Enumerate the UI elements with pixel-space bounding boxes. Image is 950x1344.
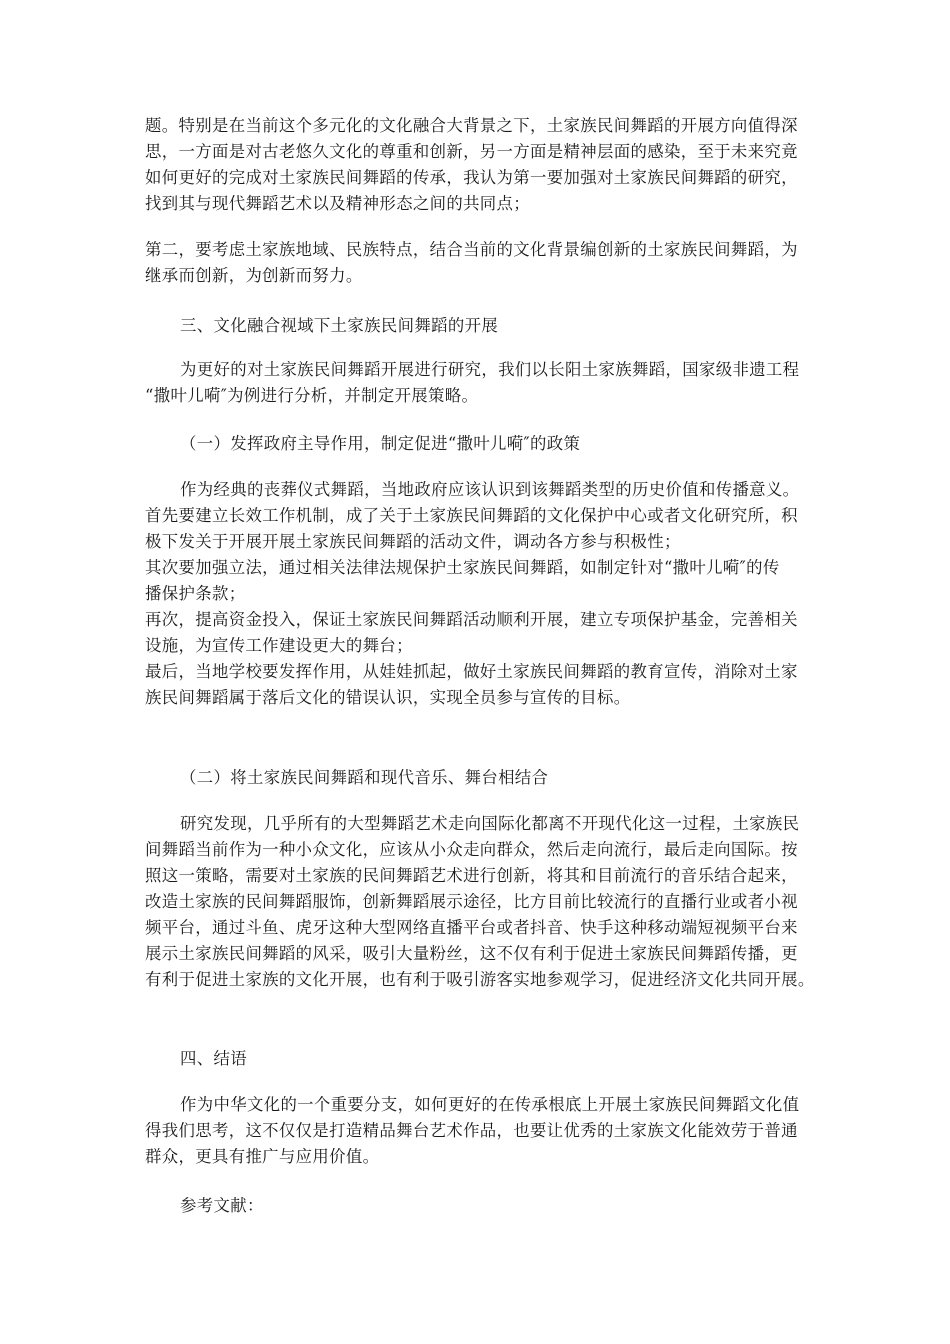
paragraph-modern-music [145,811,815,993]
paragraph-continuation [145,113,810,217]
text-line: 找到其与现代舞蹈艺术以及精神形态之间的共同点； [145,194,531,213]
text-line: 作为中华文化的一个重要分支，如何更好的在传承根底上开展土家族民间舞蹈文化值 [180,1095,800,1114]
text-line: 继承而创新，为创新而努力。 [145,266,363,285]
subheading-text: （一）发挥政府主导作用，制定促进“撒叶儿嗬″的政策 [180,434,581,453]
subheading-1 [145,431,845,457]
text-line: 间舞蹈当前作为一种小众文化，应该从小众走向群众，然后走向流行，最后走向国际。按 [145,840,798,859]
text-line: 为更好的对土家族民间舞蹈开展进行研究，我们以长阳土家族舞蹈，国家级非遗工程 [180,360,800,379]
text-line: 设施，为宣传工作建设更大的舞台； [145,636,413,655]
text-line: 其次要加强立法，通过相关法律法规保护土家族民间舞蹈，如制定针对“撒叶儿嗬″的传 [145,558,780,577]
paragraph-government-policy [145,477,810,711]
text-line: 频平台，通过斗鱼、虎牙这种大型网络直播平台或者抖音、快手这种移动端短视频平台来 [145,918,798,937]
text-line: 作为经典的丧葬仪式舞蹈，当地政府应该认识到该舞蹈类型的历史价值和传播意义。 [180,480,800,499]
text-line: 改造土家族的民间舞蹈服饰，创新舞蹈展示途径，比方目前比较流行的直播行业或者小视 [145,892,798,911]
heading-text: 三、文化融合视域下土家族民间舞蹈的开展 [180,316,499,335]
text-line: 第二，要考虑土家族地域、民族特点，结合当前的文化背景编创新的土家族民间舞蹈，为 [145,240,798,259]
text-line: 极下发关于开展开展土家族民间舞蹈的活动文件，调动各方参与积极性； [145,532,681,551]
subheading-2 [145,765,845,791]
text-line: 展示土家族民间舞蹈的风采，吸引大量粉丝，这不仅有利于促进土家族民间舞蹈传播，更 [145,944,798,963]
subheading-text: （二）将土家族民间舞蹈和现代音乐、舞台相结合 [180,768,549,787]
text-line: 照这一策略，需要对土家族的民间舞蹈艺术进行创新，将其和目前流行的音乐结合起来， [145,866,798,885]
text-line: 研究发现，几乎所有的大型舞蹈艺术走向国际化都离不开现代化这一过程，土家族民 [180,814,800,833]
text-line: “撒叶儿嗬″为例进行分析，并制定开展策略。 [145,386,479,405]
section-heading-4 [145,1046,845,1072]
text-line: 思，一方面是对古老悠久文化的尊重和创新，另一方面是精神层面的感染，至于未来究竟 [145,142,798,161]
text-line: 播保护条款； [145,584,246,603]
text-line: 有利于促进土家族的文化开展，也有利于吸引游客实地参观学习，促进经济文化共同开展。 [145,970,815,989]
text-line: 再次，提高资金投入，保证土家族民间舞蹈活动顺利开展，建立专项保护基金，完善相关 [145,610,798,629]
text-line: 群众，更具有推广与应用价值。 [145,1147,380,1166]
text-line: 得我们思考，这不仅仅是打造精品舞台艺术作品，也要让优秀的土家族文化能效劳于普通 [145,1121,798,1140]
paragraph-second-point [145,237,810,289]
heading-text: 四、结语 [180,1049,247,1068]
references-heading [145,1193,845,1219]
text-line: 族民间舞蹈属于落后文化的错误认识，实现全员参与宣传的目标。 [145,688,631,707]
heading-text: 参考文献： [180,1196,264,1215]
paragraph-section-3-intro [145,357,810,409]
text-line: 最后，当地学校要发挥作用，从娃娃抓起，做好土家族民间舞蹈的教育宣传，消除对土家 [145,662,798,681]
text-line: 首先要建立长效工作机制，成了关于土家族民间舞蹈的文化保护中心或者文化研究所，积 [145,506,798,525]
section-heading-3 [145,313,845,339]
text-line: 题。特别是在当前这个多元化的文化融合大背景之下，土家族民间舞蹈的开展方向值得深 [145,116,798,135]
paragraph-conclusion [145,1092,810,1170]
text-line: 如何更好的完成对土家族民间舞蹈的传承，我认为第一要加强对土家族民间舞蹈的研究， [145,168,798,187]
